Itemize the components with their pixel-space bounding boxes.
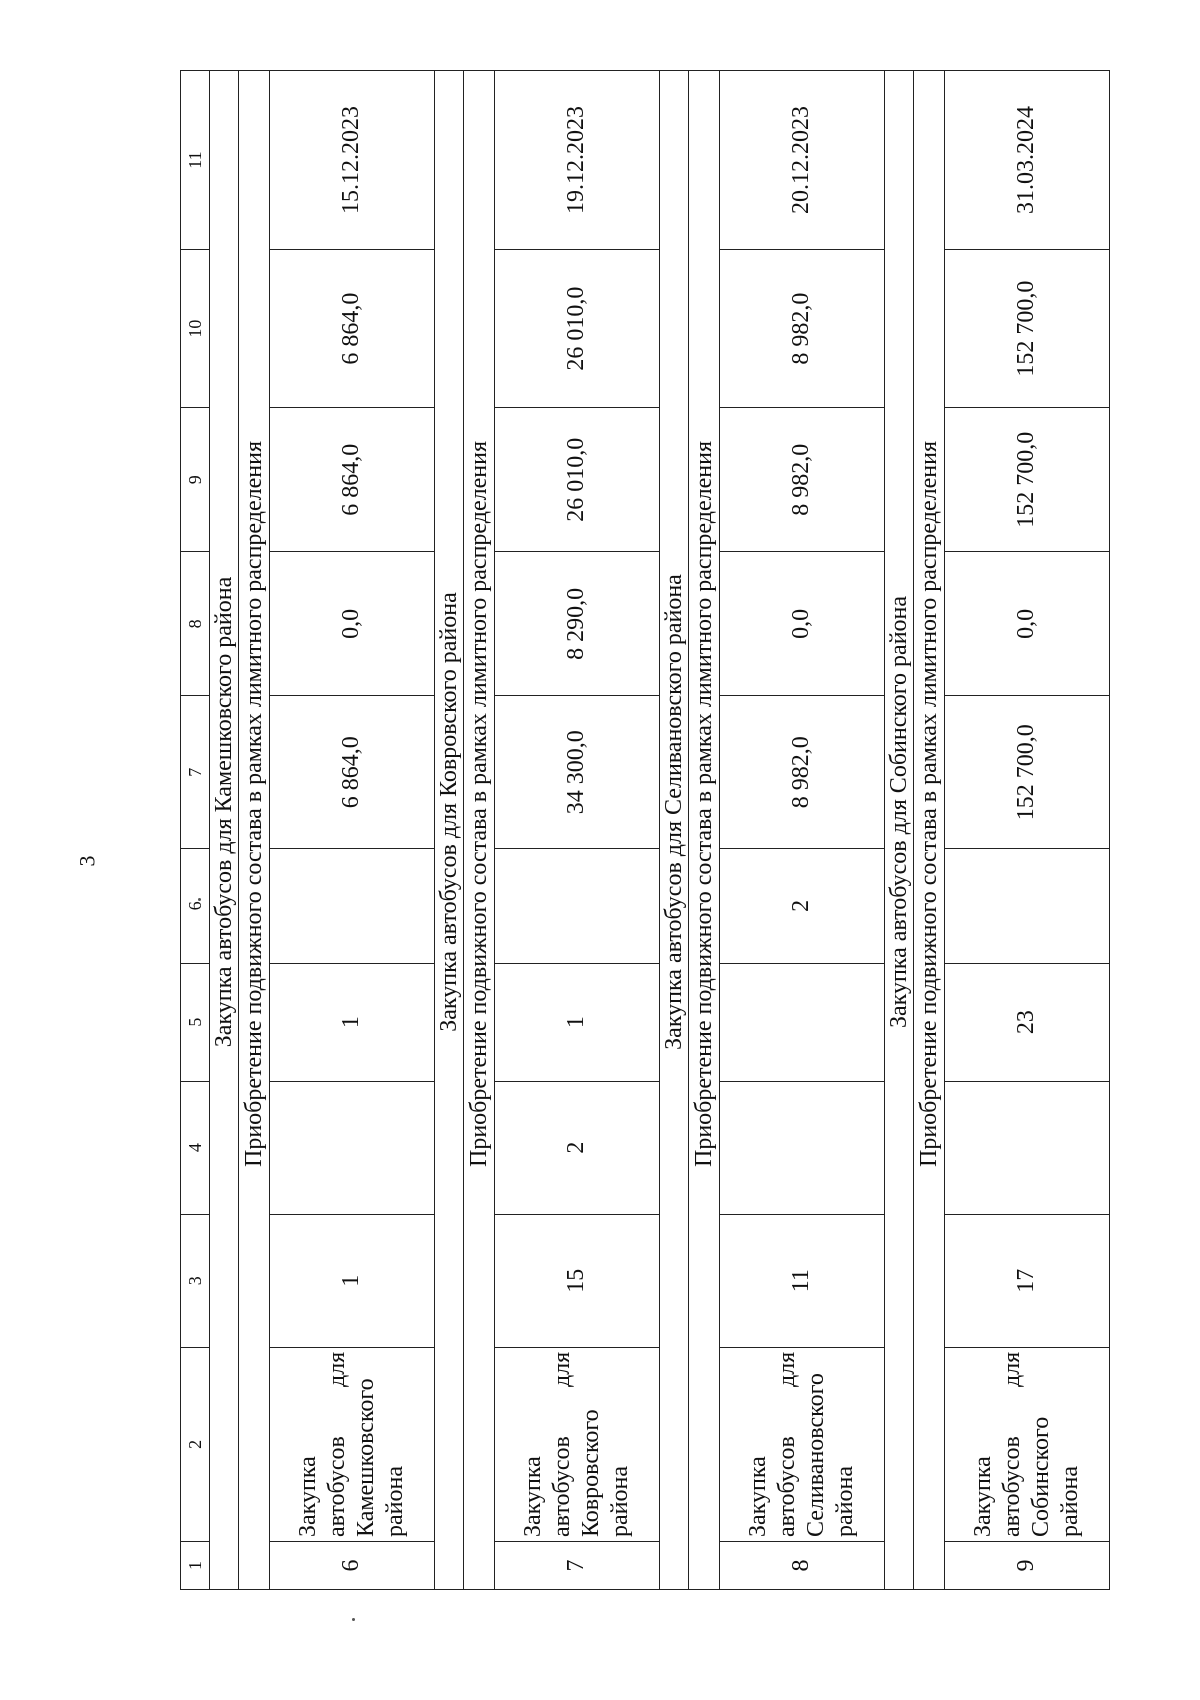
cell-col-9: 6 864,0 (270, 408, 435, 552)
cell-col-3: 11 (720, 1214, 885, 1347)
cell-col-4: 2 (495, 1081, 660, 1214)
section-subtitle: Приобретение подвижного состава в рамках лимитного распределения (914, 71, 945, 1590)
row-name-word: автобусов (324, 1436, 351, 1537)
row-name-word: автобусов (549, 1436, 576, 1537)
row-name-word: автобусов (774, 1436, 801, 1537)
cell-col-7: 152 700,0 (945, 696, 1110, 849)
section-subtitle: Приобретение подвижного состава в рамках лимитного распределения (689, 71, 720, 1590)
section-subtitle-row (464, 71, 495, 1590)
cell-col-7: 6 864,0 (270, 696, 435, 849)
row-name-word: для (774, 1351, 801, 1387)
section-title-row (435, 71, 464, 1590)
table-row (720, 71, 885, 1590)
cell-col-6 (495, 849, 660, 964)
row-name (495, 1347, 660, 1541)
header-col-11: 11 (181, 71, 210, 250)
section-title: Закупка автобусов для Селивановского района (660, 71, 689, 1590)
row-name-word: для (324, 1351, 351, 1387)
cell-col-8: 0,0 (945, 552, 1110, 696)
row-name-line (548, 1352, 577, 1537)
row-number: 9 (945, 1542, 1110, 1590)
row-name-line: Собинского (1028, 1416, 1054, 1537)
row-name-line: района (1056, 1466, 1083, 1537)
row-name-line: района (381, 1466, 408, 1537)
cell-col-8: 8 290,0 (495, 552, 660, 696)
row-name-line: района (606, 1466, 633, 1537)
row-name-line (998, 1352, 1027, 1537)
header-col-1: 1 (181, 1542, 210, 1590)
section-title: Закупка автобусов для Собинского района (885, 71, 914, 1590)
section-subtitle-row (914, 71, 945, 1590)
page-number: 3 (74, 855, 100, 867)
row-name-line (323, 1352, 352, 1537)
header-col-2: 2 (181, 1347, 210, 1541)
cell-col-3: 17 (945, 1214, 1110, 1347)
row-name-line: Селивановского (803, 1373, 829, 1537)
cell-col-6 (270, 849, 435, 964)
cell-col-7: 34 300,0 (495, 696, 660, 849)
header-col-6: 6 (181, 849, 210, 964)
rotated-table-container (180, 70, 1083, 1590)
row-name-line: Закупка (745, 1456, 772, 1537)
scan-speck (352, 1618, 355, 1621)
cell-col-7: 8 982,0 (720, 696, 885, 849)
cell-col-9: 26 010,0 (495, 408, 660, 552)
row-name-word: для (549, 1351, 576, 1387)
table-row (270, 71, 435, 1590)
cell-col-5: 1 (270, 963, 435, 1081)
cell-col-6 (945, 849, 1110, 964)
cell-col-10: 152 700,0 (945, 250, 1110, 408)
section-title: Закупка автобусов для Камешковского района (210, 71, 239, 1590)
cell-col-10: 8 982,0 (720, 250, 885, 408)
header-col-9: 9 (181, 408, 210, 552)
section-subtitle-row (239, 71, 270, 1590)
header-col-8: 8 (181, 552, 210, 696)
cell-col-8: 0,0 (720, 552, 885, 696)
cell-col-8: 0,0 (270, 552, 435, 696)
row-name-line: Камешковского (353, 1378, 379, 1537)
section-title: Закупка автобусов для Ковровского района (435, 71, 464, 1590)
section-subtitle-row (689, 71, 720, 1590)
cell-col-11: 19.12.2023 (495, 71, 660, 250)
row-name (720, 1347, 885, 1541)
header-col-10: 10 (181, 250, 210, 408)
row-number: 7 (495, 1542, 660, 1590)
section-title-row (210, 71, 239, 1590)
budget-table (180, 70, 1110, 1590)
cell-col-4 (720, 1081, 885, 1214)
header-col-7: 7 (181, 696, 210, 849)
row-name-word: автобусов (999, 1436, 1026, 1537)
section-subtitle: Приобретение подвижного состава в рамках лимитного распределения (464, 71, 495, 1590)
cell-col-4 (270, 1081, 435, 1214)
row-name-line (773, 1352, 802, 1537)
row-name-line: Закупка (295, 1456, 322, 1537)
section-subtitle: Приобретение подвижного состава в рамках лимитного распределения (239, 71, 270, 1590)
cell-col-11: 20.12.2023 (720, 71, 885, 250)
row-name (945, 1347, 1110, 1541)
cell-col-6: 2 (720, 849, 885, 964)
header-col-4: 4 (181, 1081, 210, 1214)
row-name-word: для (999, 1351, 1026, 1387)
cell-col-9: 8 982,0 (720, 408, 885, 552)
row-name-line: Закупка (520, 1456, 547, 1537)
cell-col-4 (945, 1081, 1110, 1214)
cell-col-3: 1 (270, 1214, 435, 1347)
row-name-line: Ковровского (578, 1409, 604, 1537)
table-row (495, 71, 660, 1590)
header-row (181, 71, 210, 1590)
cell-col-3: 15 (495, 1214, 660, 1347)
header-col-5: 5 (181, 963, 210, 1081)
cell-col-11: 31.03.2024 (945, 71, 1110, 250)
cell-col-11: 15.12.2023 (270, 71, 435, 250)
cell-col-10: 6 864,0 (270, 250, 435, 408)
row-name (270, 1347, 435, 1541)
row-name-line: района (831, 1466, 858, 1537)
row-number: 6 (270, 1542, 435, 1590)
cell-col-5: 1 (495, 963, 660, 1081)
header-col-3: 3 (181, 1214, 210, 1347)
section-title-row (885, 71, 914, 1590)
cell-col-10: 26 010,0 (495, 250, 660, 408)
row-name-line: Закупка (970, 1456, 997, 1537)
cell-col-5 (720, 963, 885, 1081)
cell-col-5: 23 (945, 963, 1110, 1081)
section-title-row (660, 71, 689, 1590)
table-row (945, 71, 1110, 1590)
cell-col-9: 152 700,0 (945, 408, 1110, 552)
row-number: 8 (720, 1542, 885, 1590)
